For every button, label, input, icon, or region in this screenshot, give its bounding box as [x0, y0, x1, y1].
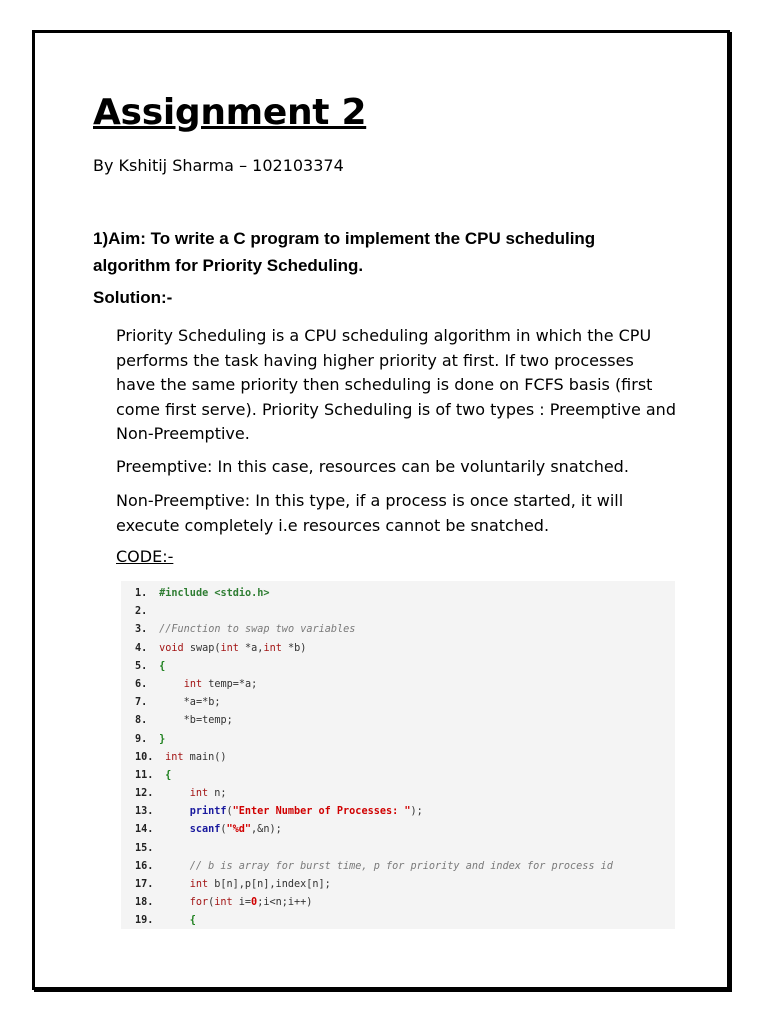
code-token [165, 912, 190, 930]
code-token: // b is array for burst time, p for priority and index for process id [189, 860, 613, 872]
code-line [135, 712, 675, 730]
code-token: scanf [189, 824, 221, 836]
code-line [135, 585, 675, 603]
code-line [135, 731, 675, 749]
code-token: ( [226, 806, 233, 818]
line-number: 17. [135, 879, 154, 890]
line-number: 15. [135, 842, 154, 854]
code-line [135, 694, 675, 712]
code-line [135, 876, 675, 894]
aim-heading: 1)Aim: To write a C program to implement the CPU scheduling algorithm for Priority Scheduling. [93, 229, 596, 275]
intro-paragraph: Priority Scheduling is a CPU scheduling algorithm in which the CPU performs the task having higher priority at first. If two processes have the same priority then scheduling is done on FCFS basis (first come first serve). Priority Scheduling is of two types : Preemptive and Non-Preemptive. [116, 326, 676, 443]
author-line: By Kshitij Sharma – 102103374 [93, 156, 344, 175]
line-number: 4. [135, 642, 148, 654]
line-number: 16. [135, 860, 154, 872]
code-token: int [189, 879, 209, 890]
line-number: 14. [135, 824, 154, 836]
code-token: 0 [251, 897, 258, 909]
code-token: #include <stdio.h> [159, 588, 270, 599]
line-number: 13. [135, 806, 154, 818]
code-token: ( [208, 897, 215, 909]
code-line [135, 912, 675, 930]
code-token: *b) [281, 642, 307, 654]
code-token: "%d" [226, 824, 252, 836]
code-line [135, 621, 675, 639]
code-token [165, 894, 190, 912]
code-block [121, 581, 675, 929]
code-token: { [189, 915, 196, 927]
line-number: 18. [135, 897, 154, 909]
code-token: *b=temp; [159, 715, 233, 727]
solution-label: Solution:- [93, 288, 173, 307]
code-token [165, 785, 190, 803]
code-token: ,&n); [251, 824, 282, 836]
code-token: int [183, 678, 203, 690]
line-number: 1. [135, 588, 148, 599]
code-token: ( [220, 824, 227, 836]
code-token: int [189, 788, 209, 800]
code-line [135, 767, 675, 785]
code-token [159, 676, 184, 694]
code-token [165, 876, 190, 894]
code-line [135, 640, 675, 658]
line-number: 12. [135, 788, 154, 800]
code-token: { [159, 660, 166, 672]
code-token: printf [189, 806, 227, 818]
line-number: 3. [135, 624, 148, 636]
line-number: 2. [135, 606, 148, 618]
code-token [165, 803, 190, 821]
code-token: *a=*b; [159, 697, 221, 709]
code-label: CODE:- [116, 547, 174, 566]
code-line [135, 676, 675, 694]
line-number: 6. [135, 678, 148, 690]
code-token: *a, [238, 642, 264, 654]
code-line [135, 840, 675, 858]
code-token: int [214, 897, 233, 909]
code-token: b[n],p[n],index[n]; [208, 879, 331, 890]
code-token: swap( [183, 642, 221, 654]
code-token: ); [410, 806, 423, 818]
line-number: 11. [135, 769, 154, 781]
line-number: 5. [135, 660, 148, 672]
document-title: Assignment 2 [93, 92, 367, 133]
line-number: 9. [135, 733, 148, 745]
code-token: int [220, 642, 239, 654]
code-line [135, 658, 675, 676]
code-line [135, 603, 675, 621]
code-line [135, 749, 675, 767]
code-token: { [165, 769, 172, 781]
code-token: n; [208, 788, 227, 800]
code-line [135, 803, 675, 821]
code-line [135, 894, 675, 912]
code-token: temp=*a; [202, 678, 258, 690]
code-token: "Enter Number of Processes: " [232, 806, 411, 818]
code-token: //Function to swap two variables [159, 624, 356, 636]
code-token: main() [183, 751, 227, 763]
code-line [135, 858, 675, 876]
line-number: 8. [135, 715, 148, 727]
line-number: 19. [135, 915, 154, 927]
code-token: int [263, 642, 282, 654]
code-token: for [189, 897, 209, 909]
code-line [135, 821, 675, 839]
line-number: 7. [135, 697, 148, 709]
preemptive-paragraph: Preemptive: In this case, resources can be voluntarily snatched. [116, 457, 629, 476]
code-token: int [165, 751, 184, 763]
non-preemptive-paragraph: Non-Preemptive: In this type, if a process is once started, it will execute completely i.e resources cannot be snatched. [116, 491, 624, 535]
code-token [165, 821, 190, 839]
code-line [135, 785, 675, 803]
code-token: } [159, 733, 166, 745]
line-number: 10. [135, 751, 154, 763]
code-token: i= [232, 897, 252, 909]
code-token: ;i<n;i++) [257, 897, 313, 909]
code-token [165, 858, 190, 876]
code-token: void [159, 642, 184, 654]
